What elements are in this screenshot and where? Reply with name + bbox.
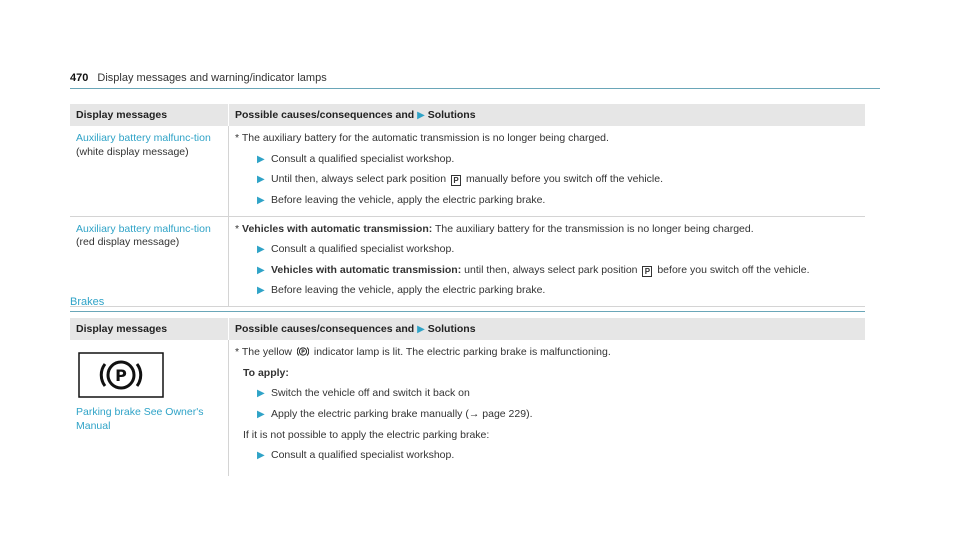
arrow-right-icon: ▶ [257,194,265,206]
header-divider [70,88,880,89]
arrow-right-icon: ▶ [257,408,265,420]
cause-bold: Vehicles with automatic transmission: [242,222,433,235]
message-cell [70,216,229,307]
arrow-right-icon: ▶ [257,450,265,462]
message-note: (white display message) [76,145,189,158]
message-link[interactable]: Auxiliary battery malfunc-tion [76,132,211,144]
step-text [271,173,663,185]
step-text [271,264,810,276]
col-header-display-messages: Display messages [70,104,229,126]
solution-step [235,387,859,401]
arrow-right-icon: ▶ [257,244,265,256]
message-cell [70,126,229,216]
cause-text: * The auxiliary battery for the automatic transmission is no longer being charged. [235,132,609,144]
step-text: Consult a qualified specialist workshop. [271,449,455,462]
arrow-right-icon: ▶ [257,285,265,297]
display-messages-table-1 [70,104,865,307]
section-title-brakes: Brakes [70,296,105,308]
page-number: 470 [70,72,89,84]
arrow-right-icon: ▶ [257,174,265,186]
parking-brake-icon [78,352,164,398]
step-text: Consult a qualified specialist workshop. [271,243,455,256]
fallback-text: If it is not possible to apply the electric parking brake: [243,428,490,441]
step-text-b: manually before you switch off the vehicle. [465,173,664,186]
park-position-icon: P [451,175,461,186]
step-text: Switch the vehicle off and switch it back on [271,387,470,400]
col-header-causes [229,104,866,126]
message-cell [70,340,229,476]
col-header-solutions-text: Solutions [427,323,476,335]
step-text: Before leaving the vehicle, apply the electric parking brake. [271,284,546,297]
col-header-causes [229,318,866,340]
table-row [70,216,865,307]
page-title: Display messages and warning/indicator lamps [97,72,327,84]
cause-text: * Vehicles with automatic transmission: The auxiliary battery for the transmission is no longer being charged. [235,222,754,235]
step-text-b: ). [526,407,533,420]
step-text: Before leaving the vehicle, apply the electric parking brake. [271,193,546,206]
message-link[interactable]: Auxiliary battery malfunc-tion [76,222,211,235]
step-text-b: before you switch off the vehicle. [657,263,810,276]
step-text: Consult a qualified specialist workshop. [271,152,455,165]
solution-step [235,153,859,167]
step-text-a: Until then, always select park position [271,173,447,186]
cause-text: * The yellow P indicator lamp is lit. The electric parking brake is malfunctioning. [235,346,611,358]
page-reference-link[interactable]: → page 229 [468,407,527,420]
arrow-right-icon: ▶ [417,324,425,335]
solution-step [235,408,859,422]
arrow-right-icon: ▶ [257,388,265,400]
section-divider [70,311,865,312]
col-header-causes-text: Possible causes/consequences and [235,323,415,335]
solution-cell [229,340,866,476]
solution-step [235,194,859,208]
table-row [70,126,865,216]
svg-text:P: P [115,366,127,385]
step-text [271,408,533,420]
cause-text-body: The auxiliary battery for the automatic transmission is no longer being charged. [241,132,609,144]
message-note: (red display message) [76,236,180,249]
table-header-row [70,104,865,126]
arrow-right-icon: ▶ [257,153,265,165]
solution-cell [229,126,866,216]
step-text-a: until then, always select park position [464,263,638,276]
solution-step [235,243,859,257]
solution-step [235,173,859,187]
table-header-row [70,318,865,340]
arrow-right-icon: ▶ [417,110,425,121]
table-row [70,340,865,476]
arrow-right-icon: ▶ [257,264,265,276]
step-text-a: Apply the electric parking brake manually ( [271,407,469,420]
parking-brake-indicator-icon [297,346,309,357]
message-link[interactable]: Parking brake See Owner's Manual [76,406,204,432]
cause-text-body: The auxiliary battery for the transmission is no longer being charged. [434,222,754,235]
col-header-display-messages: Display messages [70,318,229,340]
solution-step [235,264,859,278]
park-position-icon: P [642,266,652,277]
solution-step [235,284,859,298]
cause-text-b: indicator lamp is lit. The electric parking brake is malfunctioning. [313,346,611,358]
solution-step [235,449,859,463]
display-messages-table-2 [70,318,865,476]
page-header [70,72,327,84]
col-header-solutions-text: Solutions [427,109,476,121]
svg-text:P: P [301,349,305,356]
col-header-causes-text: Possible causes/consequences and [235,109,415,121]
step-bold: Vehicles with automatic transmission: [271,263,462,276]
solution-cell [229,216,866,307]
to-apply-label: To apply: [243,366,289,379]
cause-text-a: The yellow [241,346,293,358]
